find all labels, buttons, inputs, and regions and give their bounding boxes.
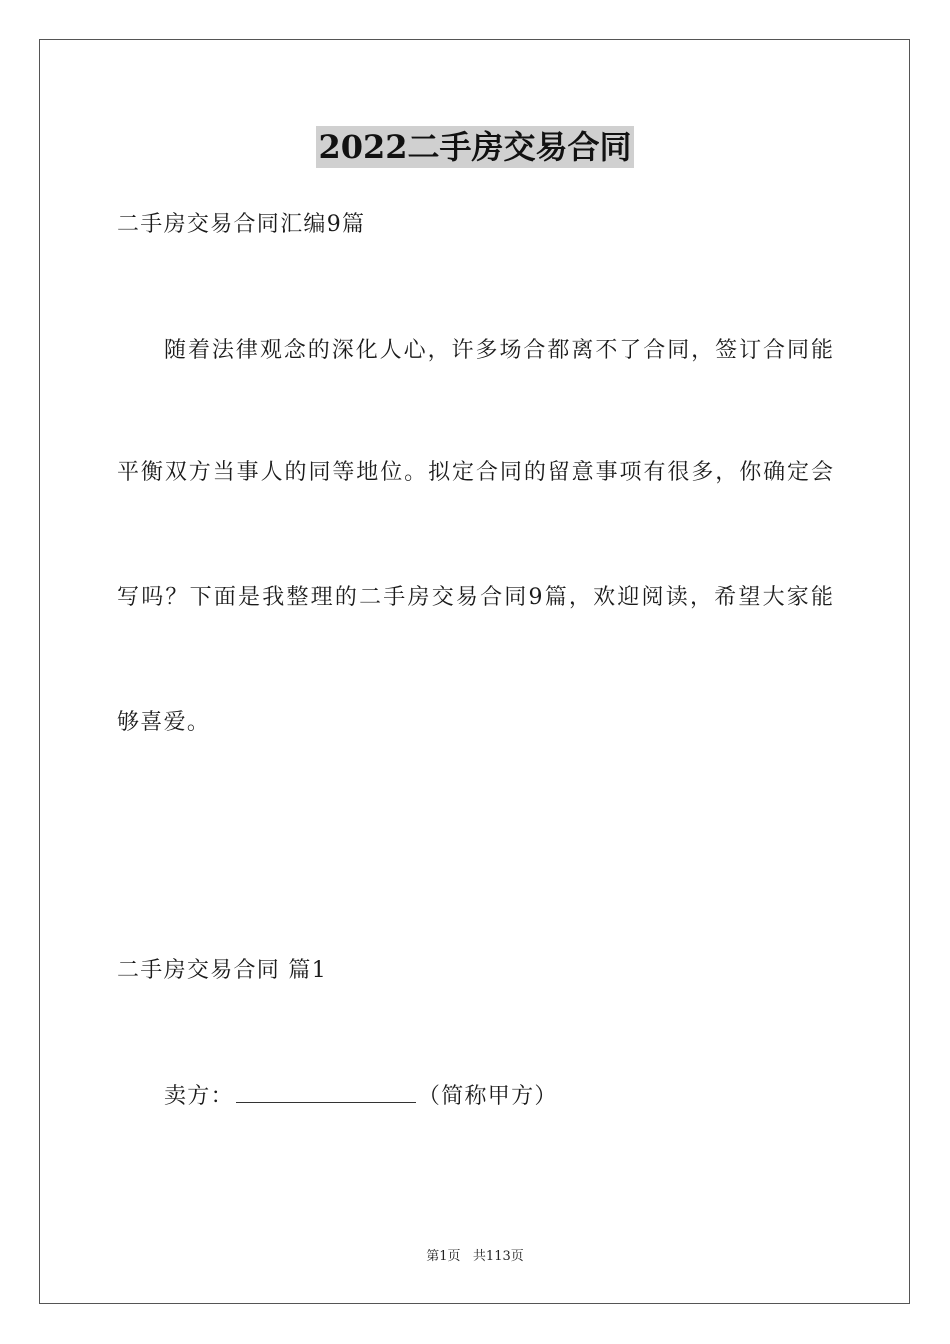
seller-label: 卖方： xyxy=(164,1084,234,1109)
section-heading: 二手房交易合同 篇1 xyxy=(117,958,327,983)
seller-suffix: （简称甲方） xyxy=(417,1084,558,1109)
page-footer xyxy=(0,1248,950,1266)
document-title: 2022二手房交易合同 xyxy=(318,128,632,166)
document-subtitle: 二手房交易合同汇编9篇 xyxy=(117,212,366,237)
intro-line-4: 够喜爱。 xyxy=(117,710,211,735)
seller-line xyxy=(164,1080,558,1112)
title-container xyxy=(0,126,950,168)
intro-line-2: 平衡双方当事人的同等地位。拟定合同的留意事项有很多，你确定会 xyxy=(117,460,833,485)
seller-name-blank[interactable] xyxy=(236,1080,416,1103)
total-pages: 共113页 xyxy=(472,1249,524,1264)
intro-line-3: 写吗？下面是我整理的二手房交易合同9篇，欢迎阅读，希望大家能 xyxy=(117,585,833,610)
intro-line-1: 随着法律观念的深化人心，许多场合都离不了合同，签订合同能 xyxy=(164,338,833,363)
page-number: 第1页 xyxy=(426,1249,461,1264)
